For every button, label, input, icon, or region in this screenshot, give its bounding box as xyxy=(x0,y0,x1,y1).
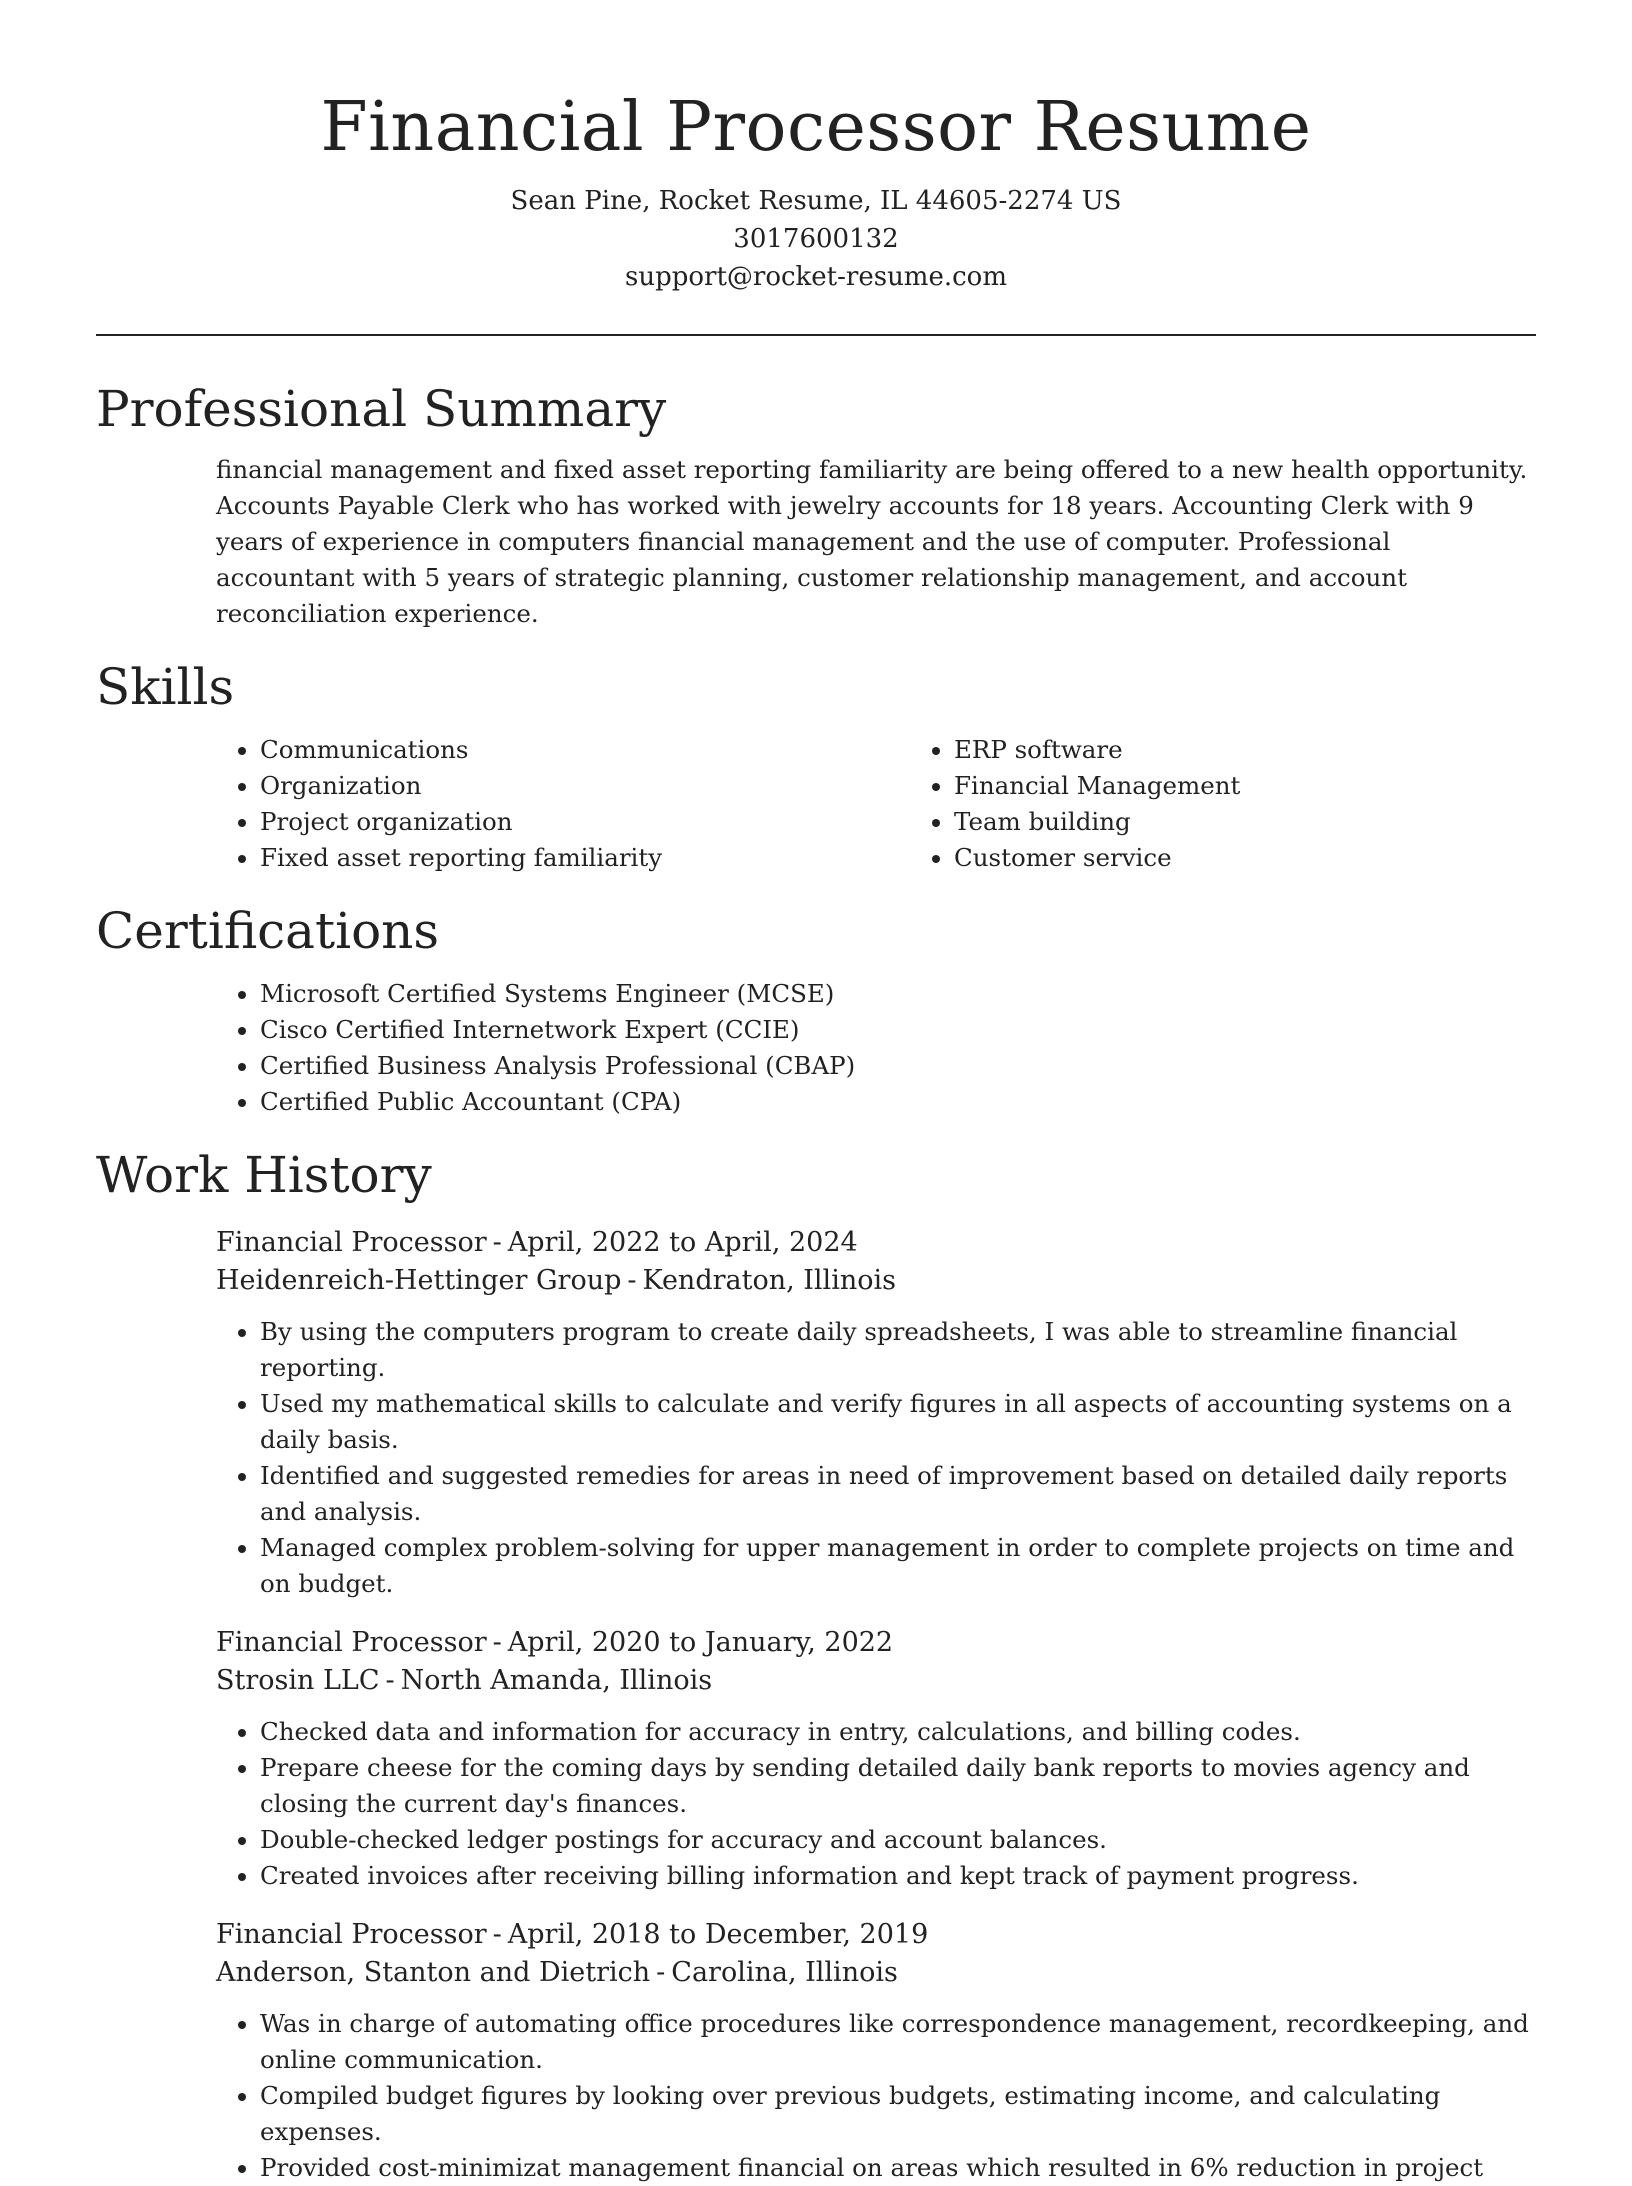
certifications-list xyxy=(216,976,1536,1120)
job-bullet: • Compiled budget figures by looking over previous budgets, estimating income, and calculating expenses. xyxy=(260,2078,1536,2150)
section-heading-certifications: Certifications xyxy=(96,902,440,960)
certification-item: • Microsoft Certified Systems Engineer (MCSE) xyxy=(260,976,1536,1012)
work-history-section xyxy=(96,1144,1536,2186)
job-company-line xyxy=(216,1662,1536,1700)
job-dates: April, 2018 to December, 2019 xyxy=(507,1919,929,1950)
skills-section xyxy=(96,656,1536,876)
job-title-line xyxy=(216,1916,1536,1954)
skill-item: • Financial Management xyxy=(954,768,1604,804)
certification-item: • Cisco Certified Internetwork Expert (CCIE) xyxy=(260,1012,1536,1048)
skills-list-left xyxy=(216,732,910,876)
section-heading-skills: Skills xyxy=(96,658,235,716)
job-bullet: • Created invoices after receiving billing information and kept track of payment progress. xyxy=(260,1858,1536,1894)
skill-item: • Organization xyxy=(260,768,910,804)
job-bullets xyxy=(216,1714,1536,1894)
job-bullet: • Provided cost-minimizat management financial on areas which resulted in 6% reduction in project xyxy=(260,2150,1536,2186)
job-location: North Amanda, Illinois xyxy=(400,1665,713,1696)
job-bullet: • Was in charge of automating office procedures like correspondence management, recordkeeping, and online communication. xyxy=(260,2006,1536,2078)
header-divider xyxy=(96,334,1536,336)
job-bullet: • By using the computers program to create daily spreadsheets, I was able to streamline financial reporting. xyxy=(260,1314,1536,1386)
section-heading-summary: Professional Summary xyxy=(96,380,667,438)
certifications-section xyxy=(96,900,1536,1120)
resume-header xyxy=(96,0,1536,296)
certifications-wrapper xyxy=(96,976,1536,1120)
skills-grid xyxy=(96,732,1536,876)
job-entry xyxy=(96,1916,1536,2186)
job-company-line xyxy=(216,1262,1536,1300)
contact-address: Sean Pine, Rocket Resume, IL 44605-2274 US xyxy=(510,186,1122,216)
job-bullets xyxy=(216,2006,1536,2186)
job-title-line xyxy=(216,1224,1536,1262)
job-bullets xyxy=(216,1314,1536,1602)
job-bullet: • Double-checked ledger postings for accuracy and account balances. xyxy=(260,1822,1536,1858)
skill-item: • Team building xyxy=(954,804,1604,840)
job-location: Kendraton, Illinois xyxy=(642,1265,896,1296)
job-title-line xyxy=(216,1624,1536,1662)
job-dates: April, 2022 to April, 2024 xyxy=(507,1227,858,1258)
job-company: Anderson, Stanton and Dietrich xyxy=(216,1957,651,1988)
job-location: Carolina, Illinois xyxy=(671,1957,898,1988)
certification-item: • Certified Business Analysis Professional (CBAP) xyxy=(260,1048,1536,1084)
resume-title: Financial Processor Resume xyxy=(320,88,1312,167)
contact-phone: 3017600132 xyxy=(733,224,899,254)
job-bullet: • Identified and suggested remedies for areas in need of improvement based on detailed daily reports and analysis. xyxy=(260,1458,1536,1530)
job-title: Financial Processor xyxy=(216,1627,487,1658)
job-separator: - xyxy=(492,1227,502,1258)
job-title: Financial Processor xyxy=(216,1227,487,1258)
section-heading-work-history: Work History xyxy=(96,1146,432,1204)
job-separator: - xyxy=(492,1627,502,1658)
job-dates: April, 2020 to January, 2022 xyxy=(507,1627,894,1658)
skills-list-right xyxy=(910,732,1604,876)
job-company: Heidenreich-Hettinger Group xyxy=(216,1265,622,1296)
job-entry xyxy=(96,1624,1536,1894)
job-company: Strosin LLC xyxy=(216,1665,380,1696)
skill-item: • Customer service xyxy=(954,840,1604,876)
job-separator: - xyxy=(492,1919,502,1950)
skill-item: • Fixed asset reporting familiarity xyxy=(260,840,910,876)
job-title: Financial Processor xyxy=(216,1919,487,1950)
job-separator: - xyxy=(627,1265,637,1296)
job-separator: - xyxy=(385,1665,395,1696)
job-bullet: • Used my mathematical skills to calculate and verify figures in all aspects of accounting systems on a daily basis. xyxy=(260,1386,1536,1458)
certification-item: • Certified Public Accountant (CPA) xyxy=(260,1084,1536,1120)
job-separator: - xyxy=(656,1957,666,1988)
contact-email: support@rocket-resume.com xyxy=(624,262,1007,292)
job-bullet: • Checked data and information for accuracy in entry, calculations, and billing codes. xyxy=(260,1714,1536,1750)
job-company-line xyxy=(216,1954,1536,1992)
summary-text: financial management and fixed asset reporting familiarity are being offered to a new health opportunity. Accounts Payable Clerk who has worked with jewelry accounts for 18 years. Accounting Clerk with 9 years of experience in computers financial management and the use of computer. Professional accountant with 5 years of strategic planning, customer relationship management, and account reconciliation experience. xyxy=(216,455,1528,628)
job-entry xyxy=(96,1224,1536,1602)
skill-item: • ERP software xyxy=(954,732,1604,768)
skill-item: • Project organization xyxy=(260,804,910,840)
job-bullet: • Prepare cheese for the coming days by sending detailed daily bank reports to movies agency and closing the current day's finances. xyxy=(260,1750,1536,1822)
skill-item: • Communications xyxy=(260,732,910,768)
job-bullet: • Managed complex problem-solving for upper management in order to complete projects on time and on budget. xyxy=(260,1530,1536,1602)
professional-summary-section xyxy=(96,378,1536,632)
